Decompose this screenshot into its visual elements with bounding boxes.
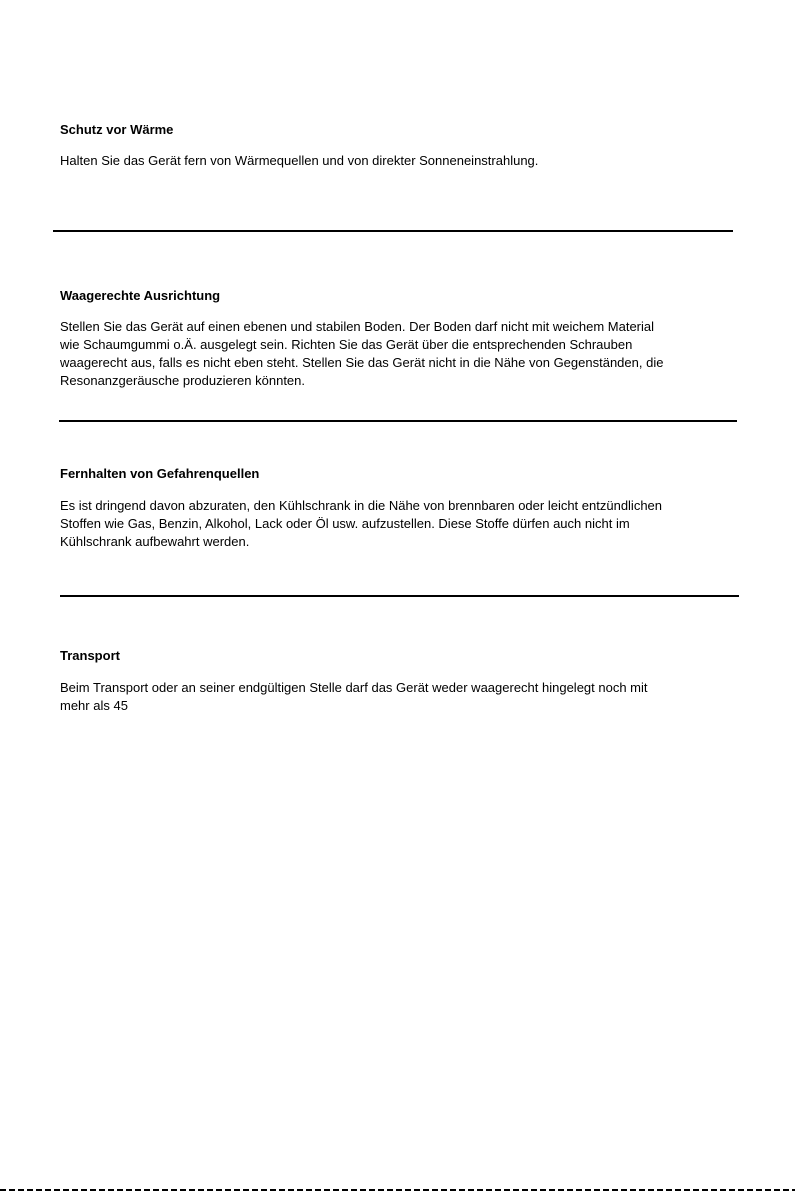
- text-line: Kühlschrank aufbewahrt werden.: [60, 534, 250, 549]
- text-line: Halten Sie das Gerät fern von Wärmequellen und von direkter Sonneneinstrahlung.: [60, 153, 539, 168]
- text-line: mehr als 45: [60, 698, 128, 713]
- text-line: Stellen Sie das Gerät auf einen ebenen und stabilen Boden. Der Boden darf nicht mit weichem Material: [60, 319, 655, 334]
- section-divider: [53, 230, 733, 232]
- text-line: Beim Transport oder an seiner endgültigen Stelle darf das Gerät weder waagerecht hingelegt noch mit: [60, 680, 648, 695]
- section-text-schutz-vor-waerme: [60, 152, 538, 170]
- section-text-fernhalten-von-gefahrenquellen: [60, 497, 662, 551]
- section-heading-waagerechte-ausrichtung: Waagerechte Ausrichtung: [60, 288, 221, 303]
- section-divider: [59, 420, 737, 422]
- section-heading-fernhalten-von-gefahrenquellen: Fernhalten von Gefahrenquellen: [60, 466, 260, 481]
- text-line: Es ist dringend davon abzuraten, den Kühlschrank in die Nähe von brennbaren oder leicht entzündlichen: [60, 498, 663, 513]
- text-line: Stoffen wie Gas, Benzin, Alkohol, Lack oder Öl usw. aufzustellen. Diese Stoffe dürfen auch nicht im: [60, 516, 630, 531]
- text-line: wie Schaumgummi o.Ä. ausgelegt sein. Richten Sie das Gerät über die entsprechenden Schrauben: [60, 337, 633, 352]
- section-text-transport: [60, 679, 648, 715]
- section-text-waagerechte-ausrichtung: [60, 318, 663, 390]
- section-heading-transport: Transport: [60, 648, 120, 663]
- section-divider: [60, 595, 739, 597]
- text-line: waagerecht aus, falls es nicht eben steht. Stellen Sie das Gerät nicht in die Nähe von Gegenständen, die: [60, 355, 664, 370]
- section-heading-schutz-vor-waerme: Schutz vor Wärme: [60, 122, 174, 137]
- text-line: Resonanzgeräusche produzieren könnten.: [60, 373, 306, 388]
